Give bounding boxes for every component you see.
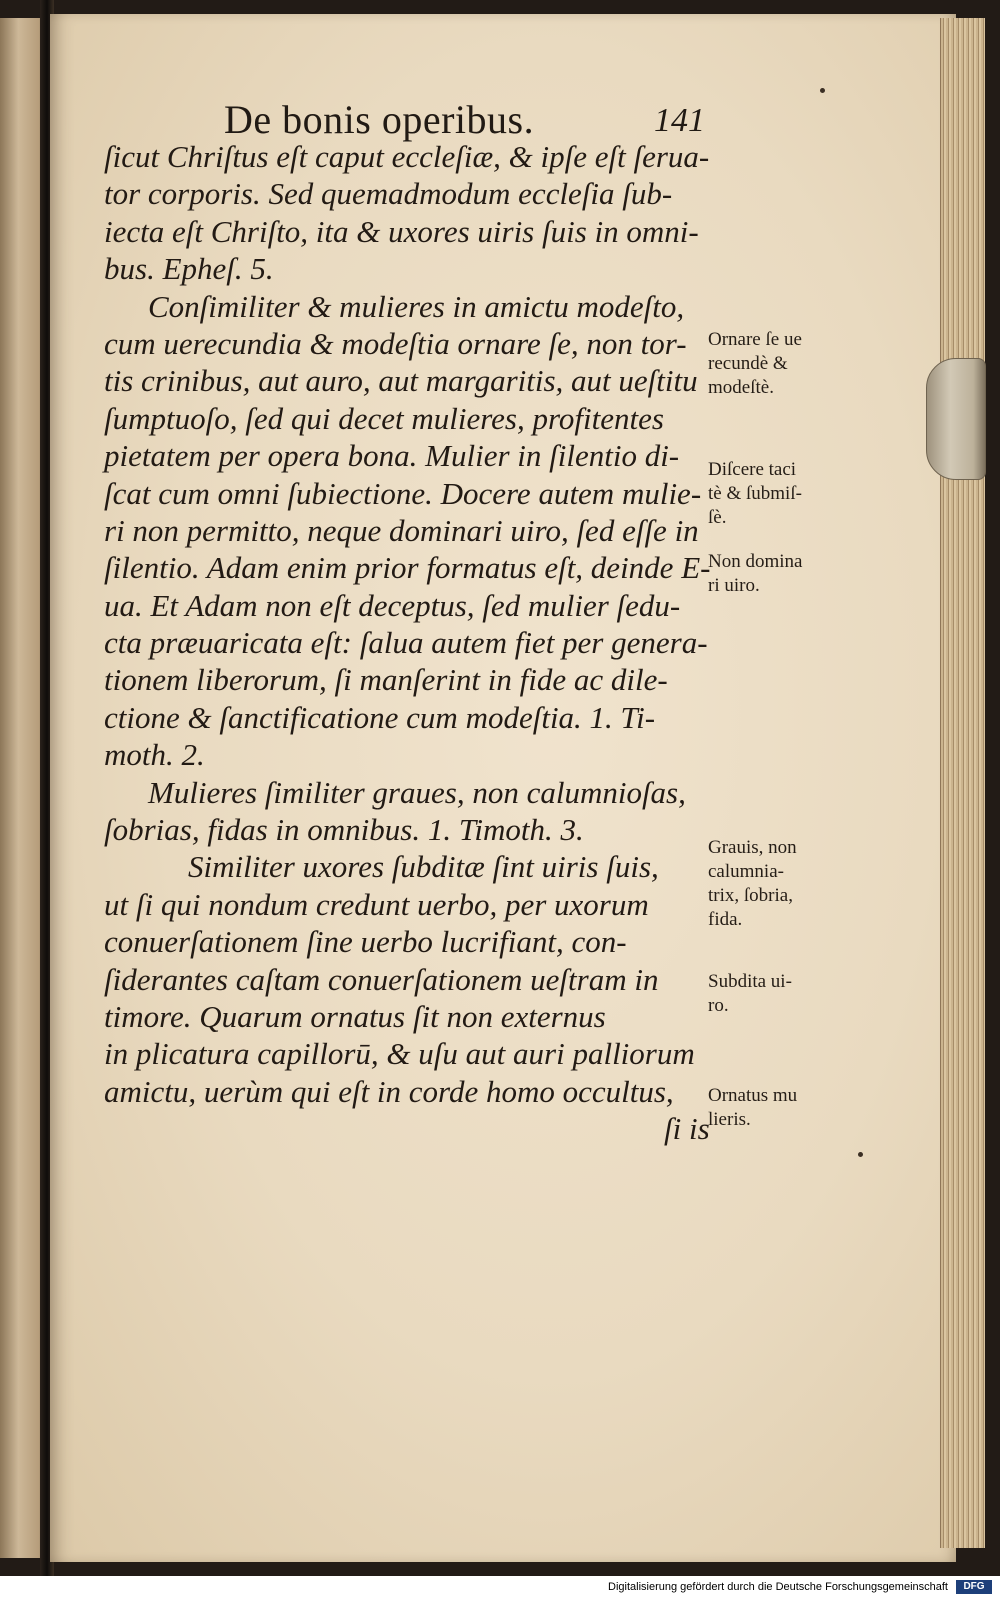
- dfg-logo: DFG: [956, 1580, 992, 1594]
- note-line: recundè &: [708, 353, 788, 374]
- marginal-note: [708, 458, 878, 530]
- book-clip: [926, 358, 986, 480]
- note-line: Grauis, non: [708, 837, 797, 858]
- note-line: Non domina: [708, 551, 803, 572]
- note-line: modeſtè.: [708, 377, 774, 398]
- text-line: iecta eſt Chriſto, ita & uxores uiris ſuis in omni-: [104, 213, 699, 249]
- note-line: Diſcere taci: [708, 459, 797, 480]
- marginal-note: [708, 550, 878, 598]
- running-header: De bonis operibus.: [224, 97, 535, 142]
- text-line: tor corporis. Sed quemadmodum eccleſia ſub-: [104, 176, 673, 212]
- text-line: cum uerecundia & modeſtia ornare ſe, non tor-: [104, 325, 687, 361]
- marginal-note: [708, 328, 878, 400]
- note-line: Ornatus mu: [708, 1085, 798, 1106]
- text-line: ſumptuoſo, ſed qui decet mulieres, profitentes: [104, 400, 664, 436]
- note-line: trix, ſobria,: [708, 885, 793, 906]
- text-line: ſiderantes caſtam conuerſationem ueſtram in: [104, 961, 659, 997]
- note-line: tè & ſubmiſ-: [708, 483, 802, 504]
- text-line: timore. Quarum ornatus ſit non externus: [104, 998, 606, 1034]
- text-line: in plicatura capillorū, & uſu aut auri palliorum: [104, 1036, 695, 1072]
- marginal-note: [708, 836, 878, 932]
- text-line: amictu, uerùm qui eſt in corde homo occultus,: [104, 1073, 674, 1109]
- text-line: conuerſationem ſine uerbo lucrifiant, con-: [104, 924, 627, 960]
- note-line: fida.: [708, 909, 743, 930]
- text-line: Similiter uxores ſubditæ ſint uiris ſuis,: [188, 849, 659, 885]
- text-line: moth. 2.: [104, 737, 205, 773]
- note-line: Ornare ſe ue: [708, 329, 802, 350]
- text-line: tionem liberorum, ſi manſerint in fide ac dile-: [104, 662, 668, 698]
- text-line: Conſimiliter & mulieres in amictu modeſto,: [148, 288, 685, 324]
- text-line: ri non permitto, neque dominari uiro, ſed eſſe in: [104, 512, 699, 548]
- body-text: [104, 138, 724, 1148]
- note-line: Subdita ui-: [708, 971, 792, 992]
- text-line: ua. Et Adam non eſt deceptus, ſed mulier ſedu-: [104, 587, 681, 623]
- text-line: Mulieres ſimiliter graues, non calumnioſas,: [148, 774, 686, 810]
- note-line: ro.: [708, 995, 729, 1016]
- note-line: ſè.: [708, 507, 727, 528]
- text-line: ſicut Chriſtus eſt caput eccleſiæ, & ipſe eſt ſerua-: [104, 139, 710, 174]
- text-line: cta præuaricata eſt: ſalua autem fiet per genera-: [104, 625, 708, 661]
- text-line: pietatem per opera bona. Mulier in ſilentio di-: [104, 438, 680, 474]
- note-line: lieris.: [708, 1109, 751, 1130]
- page-edges: [940, 18, 985, 1548]
- text-line: ſobrias, fidas in omnibus. 1. Timoth. 3.: [104, 812, 584, 848]
- note-line: ri uiro.: [708, 575, 760, 596]
- folio-number: 141: [654, 102, 705, 139]
- note-line: calumnia-: [708, 861, 784, 882]
- text-line: ſilentio. Adam enim prior formatus eſt, deinde E-: [104, 550, 711, 586]
- text-line: ctione & ſanctificatione cum modeſtia. 1. Ti-: [104, 699, 656, 735]
- catchword: ſi is: [664, 1111, 710, 1147]
- marginal-note: [708, 1084, 878, 1132]
- text-line: ſcat cum omni ſubiectione. Docere autem mulie-: [104, 475, 702, 511]
- marginal-note: [708, 970, 878, 1018]
- digitization-credit: Digitalisierung gefördert durch die Deutsche Forschungsgemeinschaft: [608, 1581, 948, 1593]
- text-line: tis crinibus, aut auro, aut margaritis, aut ueſtitu: [104, 363, 698, 399]
- ink-speck: [858, 1152, 863, 1157]
- text-line: bus. Epheſ. 5.: [104, 251, 274, 287]
- ink-speck: [820, 88, 825, 93]
- text-line: ut ſi qui nondum credunt uerbo, per uxorum: [104, 886, 649, 922]
